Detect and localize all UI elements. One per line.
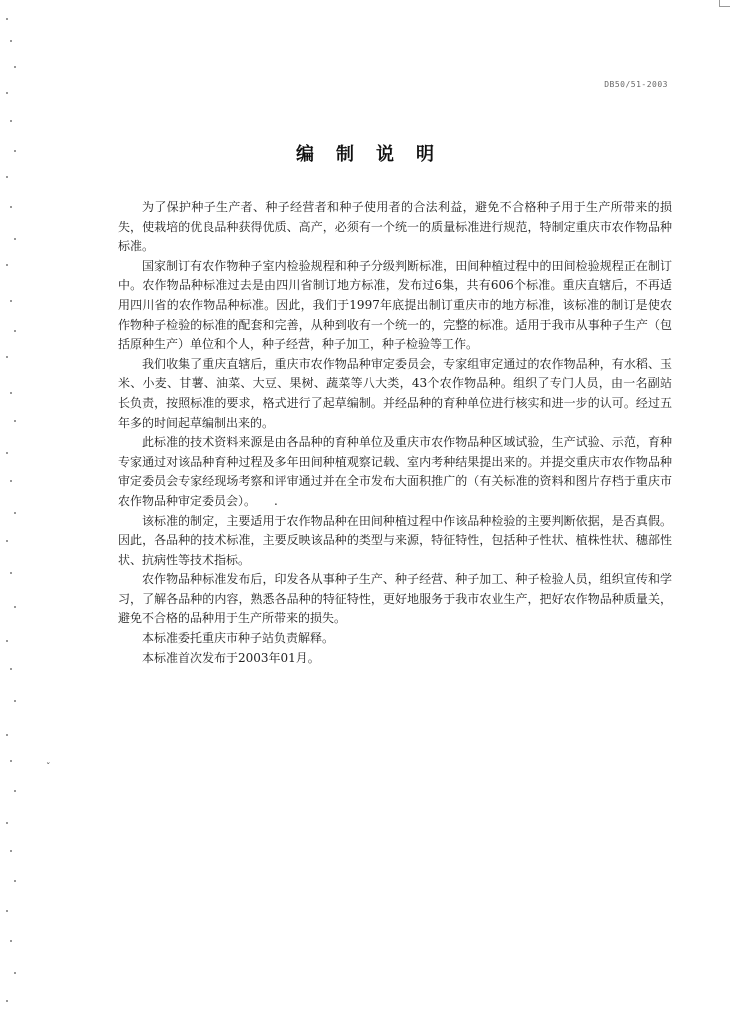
speckle-dot: [6, 452, 8, 454]
speckle-dot: [14, 972, 16, 974]
paragraph-interpretation: 本标准委托重庆市种子站负责解释。: [142, 631, 335, 646]
scan-artifact-mark: ˇ: [46, 763, 51, 773]
paragraph-scope: 该标准的制定，主要适用于农作物品种在田间种植过程中作该品种检验的主要判断依据，是否真假。因此，各品种的技术标准，主要反映该品种的类型与来源，特征特性，包括种子性状、植株性状、穗部性状、抗病性等技术指标。: [118, 513, 672, 567]
speckle-dot: [14, 238, 16, 240]
explanation-body: [118, 198, 672, 668]
speckle-dot: [10, 120, 12, 122]
paragraph-publication: 农作物品种标准发布后，印发各从事种子生产、种子经营、种子加工、种子检验人员，组织宣传和学习，了解各品种的内容，熟悉各品种的特征特性，更好地服务于我市农业生产，把好农作物品种质量关，避免不合格的品种用于生产所带来的损失。: [118, 572, 672, 626]
speckle-dot: [10, 392, 12, 394]
speckle-dot: [14, 790, 16, 792]
speckle-dot: [10, 480, 12, 482]
speckle-dot: [6, 18, 8, 20]
speckle-dot: [10, 572, 12, 574]
paragraph-first-release: 本标准首次发布于2003年01月。: [142, 650, 320, 665]
speckle-dot: [10, 40, 12, 42]
speckle-dot: [6, 910, 8, 912]
speckle-dot: [6, 92, 8, 94]
speckle-dot: [14, 330, 16, 332]
speckle-dot: [10, 940, 12, 942]
speckle-dot: [10, 760, 12, 762]
speckle-dot: [6, 734, 8, 736]
paragraph-collection: 我们收集了重庆直辖后，重庆市农作物品种审定委员会，专家组审定通过的农作物品种，有水稻、玉米、小麦、甘薯、油菜、大豆、果树、蔬菜等八大类，43个农作物品种。组织了专门人员，由一名副站长负责，按照标准的要求，格式进行了起草编制。并经品种的育种单位进行核实和进一步的认可。经过五年多的时间起草编制出来的。: [118, 356, 672, 430]
speckle-dot: [6, 640, 8, 642]
speckle-dot: [6, 540, 8, 542]
speckle-dot: [10, 850, 12, 852]
speckle-dot: [10, 300, 12, 302]
speckle-dot: [14, 606, 16, 608]
speckle-dot: [6, 822, 8, 824]
page-title: 编制说明: [296, 144, 456, 165]
speckle-dot: [6, 264, 8, 266]
speckle-dot: [10, 668, 12, 670]
speckle-dot: [14, 420, 16, 422]
paragraph-sources: 此标准的技术资料来源是由各品种的育种单位及重庆市农作物品种区域试验，生产试验、示范，育种专家通过对该品种育种过程及多年田间种植观察记载、室内考种结果提出来的。并提交重庆市农作物品种审定委员会专家经现场考察和评审通过并在全市发布大面积推广的（有关标准的资料和图片存档于重庆市农作物品种审定委员会）。 .: [118, 435, 672, 508]
speckle-dot: [14, 880, 16, 882]
scan-corner-mark: [719, 0, 730, 7]
speckle-dot: [14, 66, 16, 68]
paragraph-purpose: 为了保护种子生产者、种子经营者和种子使用者的合法利益，避免不合格种子用于生产所带来的损失，使栽培的优良品种获得优质、高产，必须有一个统一的质量标准进行规范，特制定重庆市农作物品种标准。: [118, 200, 672, 254]
speckle-dot: [10, 206, 12, 208]
speckle-dot: [14, 700, 16, 702]
speckle-dot: [14, 512, 16, 514]
speckle-dot: [6, 356, 8, 358]
speckle-dot: [6, 1000, 8, 1002]
speckle-dot: [6, 176, 8, 178]
paragraph-background: 国家制订有农作物种子室内检验规程和种子分级判断标准，田间种植过程中的田间检验规程正在制订中。农作物品种标准过去是由四川省制订地方标准，发布过6集，共有606个标准。重庆直辖后，不再适用四川省的农作物品种标准。因此，我们于1997年底提出制订重庆市的地方标准，该标准的制订是使农作物种子检验的标准的配套和完善，从种到收有一个统一的，完整的标准。适用于我市从事种子生产（包括原种生产）单位和个人，种子经营，种子加工，种子检验等工作。: [118, 258, 672, 352]
document-code: DB50/51-2003: [604, 80, 668, 89]
